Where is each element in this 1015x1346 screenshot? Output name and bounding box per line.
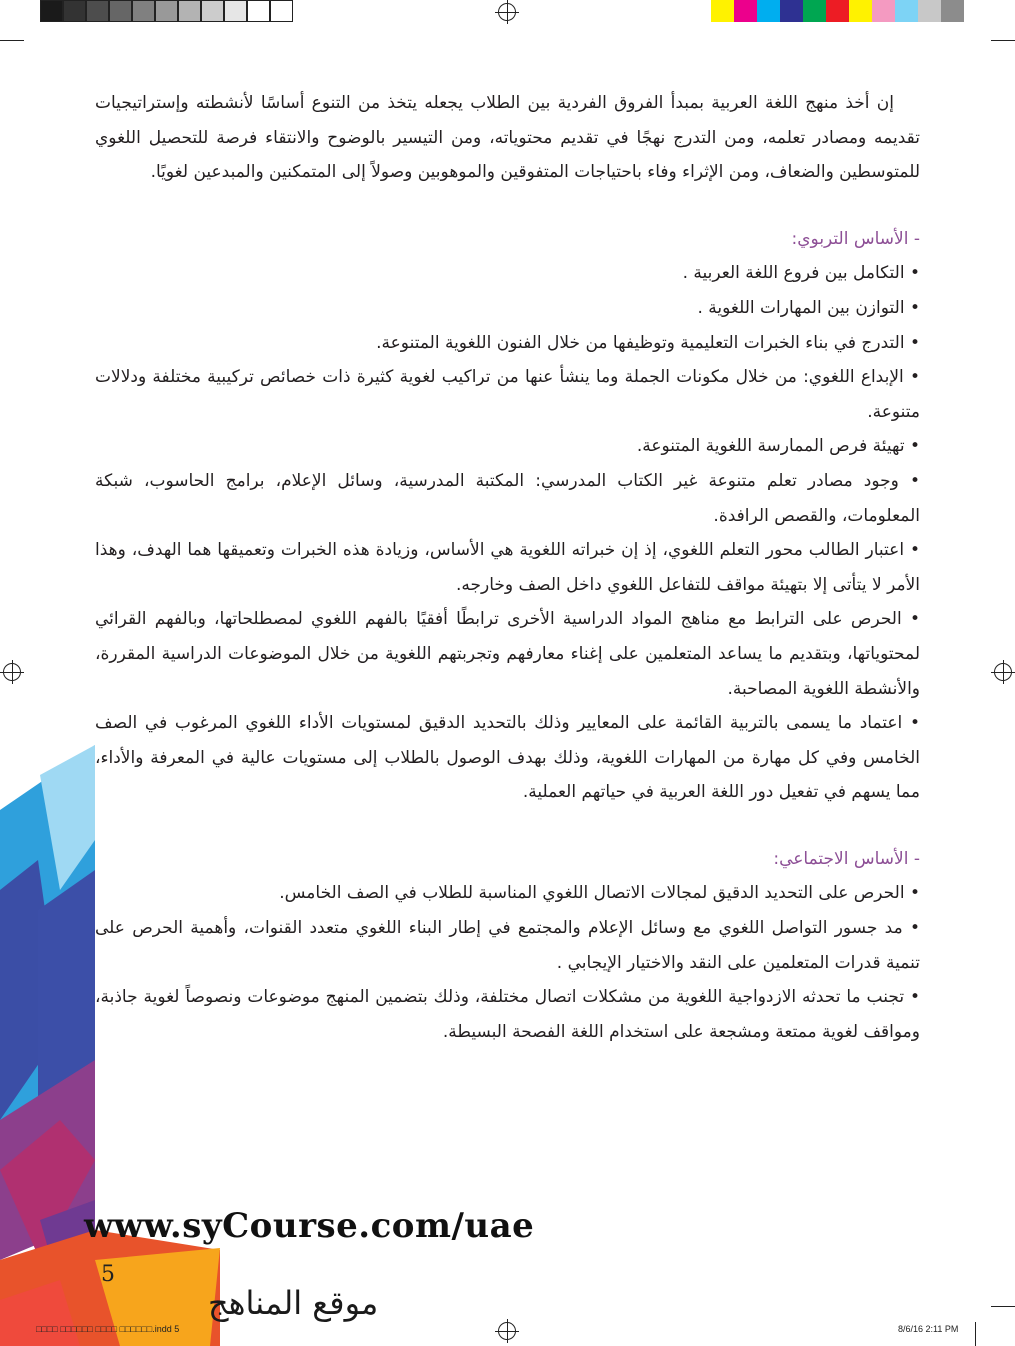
gray-swatch — [132, 0, 155, 22]
list-item: • التكامل بين فروع اللغة العربية . — [95, 256, 920, 291]
gray-swatch — [201, 0, 224, 22]
color-swatch — [849, 0, 872, 22]
page-number: 5 — [101, 1262, 115, 1287]
registration-mark-right — [994, 663, 1012, 681]
list-item: • اعتماد ما يسمى بالتربية القائمة على المعايير وذلك بالتحديد الدقيق لمستويات الأداء اللغوي المرغوب في الصف الخامس وفي كل مهارة من المهارات اللغوية، وذلك بهدف الوصول بالطلاب إلى مستويات عالية في المعرفة والأداء، مما يسهم في تفعيل دور اللغة العربية في حياتهم العملية. — [95, 706, 920, 810]
list-item: • التوازن بين المهارات اللغوية . — [95, 291, 920, 326]
site-url-watermark: www.syCourse.com/uae — [84, 1206, 535, 1246]
gray-swatch — [247, 0, 270, 22]
list-item: • الإبداع اللغوي: من خلال مكونات الجملة وما ينشأ عنها من تراكيب لغوية كثيرة ذات خصائص تركيبية مختلفة ودلالات متنوعة. — [95, 360, 920, 429]
list-item: • تهيئة فرص الممارسة اللغوية المتنوعة. — [95, 429, 920, 464]
list-item: • اعتبار الطالب محور التعلم اللغوي، إذ إن خبراته اللغوية هي الأساس، وزيادة هذه الخبرات وتعميقها هما الهدف، وهذا الأمر لا يتأتى إلا بتهيئة مواقف للتفاعل اللغوي داخل الصف وخارجه. — [95, 533, 920, 602]
color-swatch — [895, 0, 918, 22]
gray-swatch — [40, 0, 63, 22]
site-logo-text: موقع المناهج — [208, 1284, 379, 1322]
gray-swatch — [109, 0, 132, 22]
crop-mark — [991, 1306, 1015, 1307]
color-swatch — [734, 0, 757, 22]
crop-mark — [991, 40, 1015, 41]
crop-mark — [0, 40, 24, 41]
document-body — [95, 86, 920, 1049]
gray-swatch — [270, 0, 293, 22]
intro-paragraph: إن أخذ منهج اللغة العربية بمبدأ الفروق الفردية بين الطلاب يجعله يتخذ من التنوع أساسًا لأنشطته وإستراتيجيات تقديمه ومصادر تعلمه، ومن التدرج نهجًا في تقديم محتوياته، ومن التيسير بالوضوح والانتقاء فرصة للتحصيل اللغوي للمتوسطين والضعاف، ومن الإثراء وفاء باحتياجات المتفوقين والموهوبين وصولاً إلى المتمكنين والمبدعين لغويًا. — [95, 93, 920, 183]
color-swatch — [918, 0, 941, 22]
list-item: • الحرص على التحديد الدقيق لمجالات الاتصال اللغوي المناسبة للطلاب في الصف الخامس. — [95, 876, 920, 911]
gray-swatch — [155, 0, 178, 22]
list-item: • وجود مصادر تعلم متنوعة غير الكتاب المدرسي: المكتبة المدرسية، وسائل الإعلام، برامج الحاسوب، شبكة المعلومات، والقصص الرافدة. — [95, 464, 920, 533]
crop-mark — [975, 1322, 976, 1346]
color-swatch — [941, 0, 964, 22]
color-swatch — [872, 0, 895, 22]
gray-swatch — [224, 0, 247, 22]
gray-swatch — [178, 0, 201, 22]
color-swatch — [757, 0, 780, 22]
print-slug-filename: □□□□ □□□□□□ □□□□ □□□□□□.indd 5 — [36, 1324, 180, 1334]
list-item: • التدرج في بناء الخبرات التعليمية وتوظيفها من خلال الفنون اللغوية المتنوعة. — [95, 326, 920, 361]
list-item: • الحرص على الترابط مع مناهج المواد الدراسية الأخرى ترابطًا أفقيًا بالفهم اللغوي لمصطلحاتها، وبالفهم القرائي لمحتوياتها، وبتقديم ما يساعد المتعلمين على إغناء معارفهم وتجربتهم اللغوية من خلال الموضوعات الدراسية المقررة، والأنشطة اللغوية المصاحبة. — [95, 602, 920, 706]
grayscale-calibration-bar — [40, 0, 293, 24]
color-swatch — [780, 0, 803, 22]
section-title-social: - الأساس الاجتماعي: — [773, 848, 920, 869]
registration-mark-bottom — [498, 1322, 516, 1340]
list-item: • مد جسور التواصل اللغوي مع وسائل الإعلام والمجتمع في إطار البناء اللغوي متعدد القنوات، وأهمية الحرص على تنمية قدرات المتعلمين على النقد والاختيار الإيجابي . — [95, 911, 920, 980]
color-swatch — [803, 0, 826, 22]
color-swatch — [826, 0, 849, 22]
registration-mark-top — [498, 3, 516, 21]
registration-mark-left — [3, 663, 21, 681]
section-title-educational: - الأساس التربوي: — [791, 228, 920, 249]
gray-swatch — [86, 0, 109, 22]
color-swatch — [711, 0, 734, 22]
gray-swatch — [63, 0, 86, 22]
color-calibration-bar — [711, 0, 964, 24]
print-slug-date: 8/6/16 2:11 PM — [898, 1324, 959, 1334]
list-item: • تجنب ما تحدثه الازدواجية اللغوية من مشكلات اتصال مختلفة، وذلك بتضمين المنهج موضوعات ونصوصاً لغوية جاذبة، ومواقف لغوية ممتعة ومشجعة على استخدام اللغة الفصحة البسيطة. — [95, 980, 920, 1049]
